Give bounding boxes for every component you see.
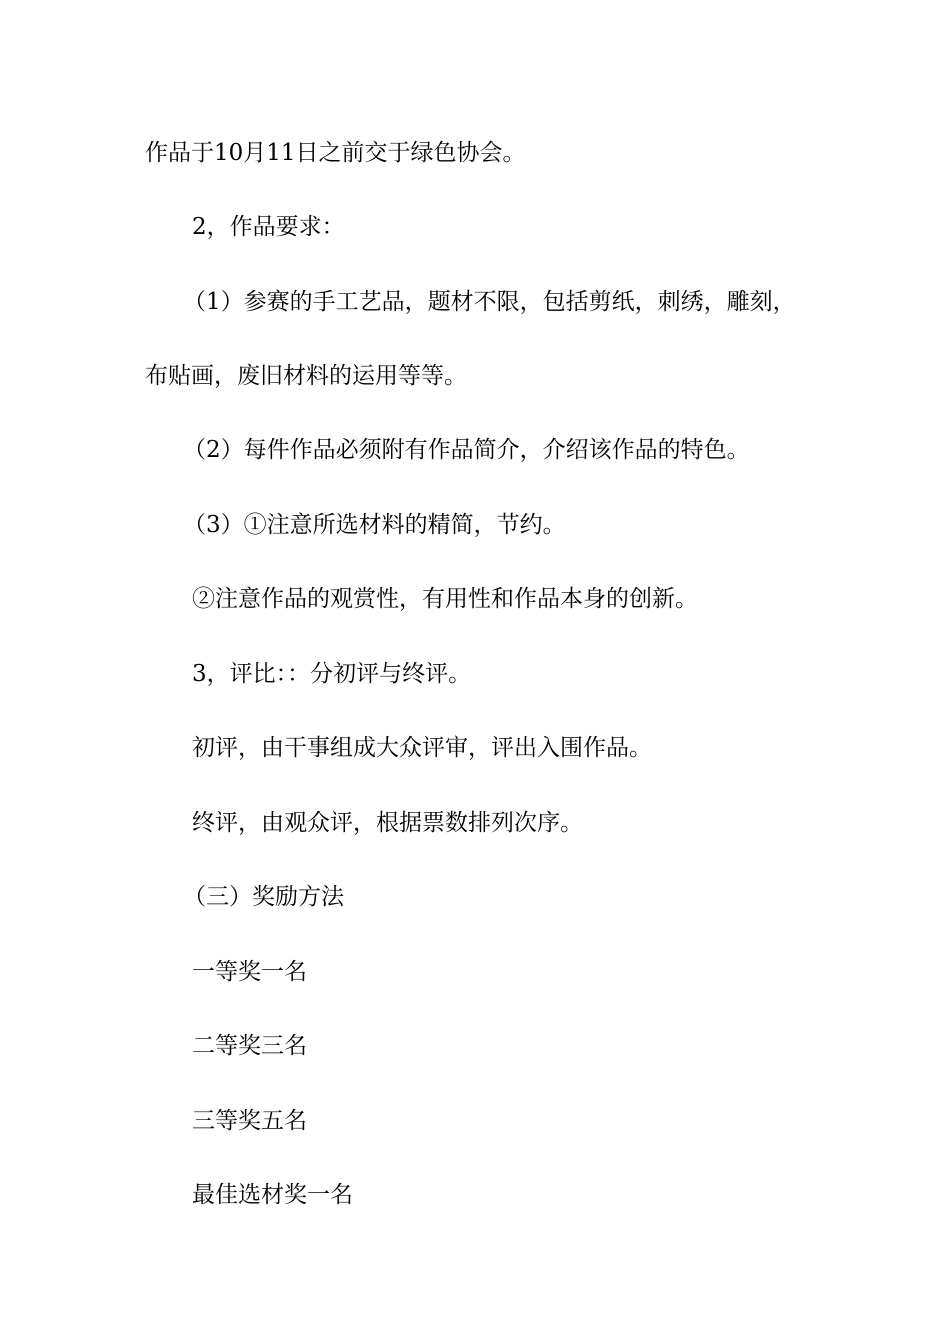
text-line-preliminary: 初评，由干事组成大众评审，评出入围作品。 [192, 735, 652, 761]
text-line-requirement-3-b: ②注意作品的观赏性，有用性和作品本身的创新。 [192, 586, 698, 612]
text-line-third-prize: 三等奖五名 [192, 1108, 307, 1134]
text-line-requirement-2: （2）每件作品必须附有作品简介，介绍该作品的特色。 [183, 437, 750, 463]
text-line-requirement-3: （3）①注意所选材料的精简，节约。 [183, 512, 566, 538]
text-line-first-prize: 一等奖一名 [192, 959, 307, 985]
text-line-final: 终评，由观众评，根据票数排列次序。 [192, 810, 583, 836]
text-line-requirement-1: （1）参赛的手工艺品，题材不限，包括剪纸，刺绣，雕刻， [183, 289, 796, 315]
text-line-second-prize: 二等奖三名 [192, 1033, 307, 1059]
heading-judging: 3，评比：：分初评与终评。 [192, 661, 472, 687]
heading-awards: （三）奖励方法 [183, 884, 344, 910]
text-line-requirement-1-cont: 布贴画，废旧材料的运用等等。 [145, 363, 467, 389]
heading-requirements: 2，作品要求： [192, 214, 345, 240]
text-line-deadline: 作品于10月11日之前交于绿色协会。 [145, 140, 526, 166]
text-line-best-material: 最佳选材奖一名 [192, 1182, 353, 1208]
